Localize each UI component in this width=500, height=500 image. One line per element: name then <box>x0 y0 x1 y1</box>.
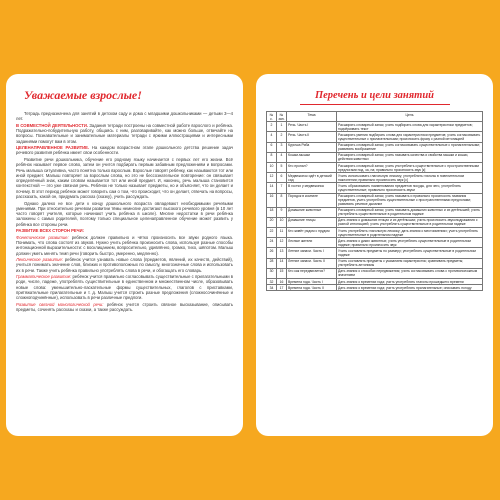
lexical-label: Лексическое развитие: <box>16 257 63 263</box>
row-goal: Учить составлять предметы по размеру; употреблять существительные в родительном падеже <box>337 248 483 258</box>
table-row <box>267 238 483 248</box>
row-lesson: 6 <box>277 173 287 183</box>
intro-paragraph: Тетрадь предназначена для занятий в детском саду и дома с младшими дошкольниками — детьми 3—4 лет. <box>16 111 233 122</box>
row-goal: Учить образовывать наименования предметов посуды, для чего, употреблять существительные; правильно произносить звуки <box>337 183 483 193</box>
header-goal: Цель <box>337 112 483 122</box>
table-row <box>267 268 483 278</box>
row-goal: Расширять словарный запас; учить употреблять существительные с пространственными предлогами под, за, на; правильно произносить звук [к] <box>337 162 483 172</box>
row-topic: Времена года. Часть II <box>287 285 337 291</box>
row-goal: Учить использовать глагольную лексику; употреблять глаголы в повелительном наклонении; правильно произносить звук [с] <box>337 173 483 183</box>
row-page: 20 <box>267 217 277 227</box>
row-page: 12 <box>267 173 277 183</box>
row-page: 28 <box>267 258 277 268</box>
page-title: Уважаемые взрослые! <box>24 88 142 102</box>
grammar-label: Грамматическое развитие: <box>16 274 72 280</box>
section-2 <box>16 145 233 156</box>
coherent-label: Развитие связной монологической речи: <box>16 301 104 307</box>
lexical-item <box>16 257 233 273</box>
intro-text-block <box>16 111 233 312</box>
row-lesson: 1 <box>277 122 287 132</box>
header-lesson: № зан. <box>278 112 285 121</box>
row-lesson: 7 <box>277 183 287 193</box>
row-topic: Лесные жители <box>287 238 337 248</box>
header-page: № с. <box>267 112 277 122</box>
table-row <box>267 217 483 227</box>
table-header-row <box>267 112 483 122</box>
row-topic: Летние запахи. Часть I <box>287 248 337 258</box>
row-goal: Расширять словарный запас; учить называть и правильно произносить названия предметов, учить употреблять существительные с пространственными предлогами; развивать речевое дыхание <box>337 193 483 207</box>
phonetic-label: Фонетическое развитие: <box>16 234 69 240</box>
lexical-text: ребёнок учится узнавать новые слова (предметов, явлений, их качеств, действий), учиться понимать значение слов, близких и противоположных по смыслу, многозначные слова и использовать их в речи. Также учить ребёнка правильно употреблять слова в речи, и обогащать его словарь. <box>16 257 233 273</box>
row-topic: Кто пропал? <box>287 162 337 172</box>
row-page: 22 <box>267 228 277 238</box>
row-topic: Порядок в комнате <box>287 193 337 207</box>
row-lesson: 4 <box>277 152 287 162</box>
row-lesson: 3 <box>277 142 287 152</box>
row-page: 30 <box>267 268 277 278</box>
table-row <box>267 183 483 193</box>
row-lesson: 13 <box>277 248 287 258</box>
paragraph-3: Развитие речи дошкольника, обучение его родному языку начинается с первых лет его жизни. Всё ребёнок называет первое слово, затем он учится подбирать первым забавным предложениям и вопросами. Речь малыша ситуативна, часто понятна только взрослым. Взрослые говорят ребёнку, как называются тот или иной предмет. Малыш повторяет за взрослым слова, но это не бессознательное повторение: он связывает определённый знак, каким словом называется тот или иной предмет. И, наконец, речь малыша становится контекстной — это уже связная речь. Ребёнок не только называет предметы, но и объясняет, что он делает и почему. В этот период ребёнок может говорить сам о том, что происходит, что он делает, отвечать на вопросы, рассказать, какой он, придумать рассказ (сказку), учить рассуждать. <box>16 156 233 200</box>
header-topic: Тема <box>287 112 337 122</box>
row-page: 32 <box>267 279 277 285</box>
row-topic: Летние запахи. Часть II <box>287 258 337 268</box>
row-goal: Расширять словарный запас; учить подбирать слова для характеристики предметов; подчёркивать текст <box>337 122 483 132</box>
row-topic: Времена года. Часть I <box>287 279 337 285</box>
table-row <box>267 122 483 132</box>
row-goal: Дать знания о домашних птицах и их детёнышах; учить произносить звукоподражания с разной интонацией; учить употреблять существительные в родительном падеже <box>337 217 483 227</box>
row-page: 2 <box>267 122 277 132</box>
row-lesson: 2 <box>277 132 287 142</box>
table-row <box>267 248 483 258</box>
table-row <box>267 173 483 183</box>
row-page: 34 <box>267 285 277 291</box>
row-page: 16 <box>267 193 277 207</box>
section-3-heading: РАЗВИТИЕ ВСЕХ СТОРОН РЕЧИ: <box>16 228 85 234</box>
row-topic: Кто живёт рядом с прудом <box>287 228 337 238</box>
coherent-item <box>16 302 233 313</box>
row-topic: Медвежонок идёт в детский сад <box>287 173 337 183</box>
row-lesson: 12 <box>277 238 287 248</box>
row-lesson: 10 <box>277 217 287 227</box>
row-topic: Курочка Ряба <box>287 142 337 152</box>
row-topic: Кошки-мышки <box>287 152 337 162</box>
row-page: 18 <box>267 207 277 217</box>
paragraph-4: Однако далеко не все дети к концу дошкольного возраста овладевают необходимыми речевыми умениями. При относительно речевом развитии тёмы немногие достигают высокого речевого уровня (в 10 лет часто говорят учителя, которые начинают учить ребёнка в школе). Многие недостатки в речи ребёнка заложены с самых родителей, поэтому только специальное целенаправленное обучение может развить у ребёнка все стороны речи. <box>16 200 233 227</box>
row-goal: Дать знания о диких животных; учить употреблять существительные в родительном падеже; правильно произносить звук <box>337 238 483 248</box>
section-2-heading: ЦЕЛЕНАПРАВЛЕННОЕ РАЗВИТИЕ. <box>16 145 90 151</box>
table-row <box>267 228 483 238</box>
row-topic: Речь. Часть I <box>287 122 337 132</box>
section-1-text: Задания тетради построены на совместной работе взрослого и ребёнка. Подражательно-побудительную работу, общаясь с ним, разговаривайте, как можно больше, отвечайте на вопросы. Познавательные и занимательные материалы тетради с яркими иллюстрациями и интересными заданиями помогут вам в этом. <box>16 122 233 144</box>
contents-title: Перечень и цели занятий <box>314 90 434 101</box>
table-row <box>267 193 483 207</box>
section-1-heading: В СОВМЕСТНОЙ ДЕЯТЕЛЬНОСТИ. <box>16 122 89 128</box>
row-goal: Дать знания о временах года; учить употреблять глаголы прошедшего времени <box>337 279 483 285</box>
title-underline <box>300 104 450 105</box>
table-row <box>267 162 483 172</box>
row-goal: Учить употреблять глагольную лексику; дать знания о местоимениях; учить употреблять существительные в родительном падеже <box>337 228 483 238</box>
row-lesson: 5 <box>277 162 287 172</box>
grammar-item <box>16 274 233 300</box>
table-row <box>267 258 483 268</box>
right-page <box>256 74 493 436</box>
row-page: 6 <box>267 142 277 152</box>
row-page: 4 <box>267 132 277 142</box>
row-page: 14 <box>267 183 277 193</box>
row-topic: Домашние птицы <box>287 217 337 227</box>
row-topic: Кто как передвигается? <box>287 268 337 278</box>
row-goal: Дать знания о временах года; учить употреблять прилагательные; описывать погоду <box>337 285 483 291</box>
row-lesson: 15 <box>277 268 287 278</box>
row-goal: Расширять словарный запас; учить называть домашних животных и их детёнышей; учить употреблять существительные в родительном падеже <box>337 207 483 217</box>
grammar-text: ребёнок учится правильно согласовывать существительные с прилагательными в роде, числе, падеже, употреблять существительные в единственном и множественном числе, образовывать новые слова: уменьшительно-ласкательные формы существительных, глаголов с приставками, притяжательные прилагательные и т. д. Малыш учится строить разные предложения (сложносочинённые и сложноподчинённые), использовать в речи различные предлоги. <box>16 274 233 301</box>
phonetic-item <box>16 235 233 256</box>
row-lesson: 16 <box>277 279 287 285</box>
section-2-text: На каждом возрастном этапе дошкольного детства решение задач речевого развития ребёнка имеет свои особенности. <box>16 145 233 156</box>
table-row <box>267 132 483 142</box>
row-goal: Учить составлять предметы с указанием характеристик; сравнивать предметы; употреблять антонимы <box>337 258 483 268</box>
row-lesson: 8 <box>277 193 287 207</box>
row-goal: Дать знания о способах передвижения; учить согласовывать слова с противоположным значением <box>337 268 483 278</box>
row-topic: В гостях у медвежонка <box>287 183 337 193</box>
row-lesson: 17 <box>277 285 287 291</box>
section-1 <box>16 123 233 144</box>
row-topic: Речь. Часть II <box>287 132 337 142</box>
row-page: 10 <box>267 162 277 172</box>
table-row <box>267 142 483 152</box>
row-lesson: 9 <box>277 207 287 217</box>
table-row <box>267 207 483 217</box>
row-topic: Домашние животные <box>287 207 337 217</box>
row-page: 26 <box>267 248 277 258</box>
row-goal: Расширять словарный запас; учить называть качества и свойства мышки и кошки, действия животных <box>337 152 483 162</box>
table-row <box>267 152 483 162</box>
row-lesson: 14 <box>277 258 287 268</box>
phonetic-text: ребёнок должен правильно и чётко произносить все звуки родного языка. Понимать, что слова состоят из звуков. Нужно учить ребёнка произносить слова, используя разные способы интонационной выразительности: с восклицанием, вопросительно, удивлённо, громко, тихо, шёпотом. Малыш должен уметь менять темп речи (говорить быстро, умеренно, медленно). <box>16 234 233 256</box>
coherent-text: ребёнок учится строить связное высказывание, описывать предметы, сочинять рассказы и сказки, а также рассуждать. <box>16 301 234 313</box>
lessons-table <box>266 111 483 291</box>
row-page: 8 <box>267 152 277 162</box>
row-page: 24 <box>267 238 277 248</box>
row-goal: Расширять словарный запас; учить согласовывать существительные с прилагательными; развивать воображение <box>337 142 483 152</box>
row-lesson: 11 <box>277 228 287 238</box>
table-row <box>267 285 483 291</box>
row-goal: Расширять умения подбирать слова для характеристики предметов; учить согласовывать существительные с прилагательными; произносить фразу с разной интонацией <box>337 132 483 142</box>
left-page <box>6 74 243 436</box>
